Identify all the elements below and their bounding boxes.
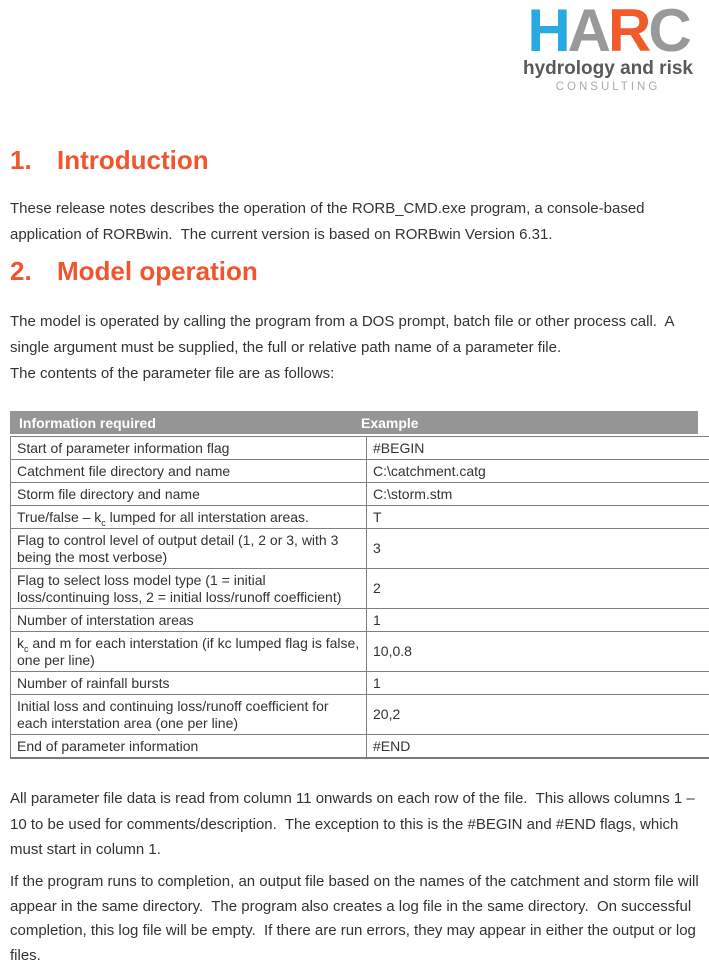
logo-letter-a: A [568,0,608,64]
logo-letter-h: H [527,0,567,64]
table-cell-example: 10,0.8 [367,632,709,672]
table-row [11,735,709,759]
table-cell-info: Flag to control level of output detail (1, 2 or 3, with 3 being the most verbose) [11,529,367,569]
table-cell-example: T [367,506,709,529]
section-1-heading [10,146,698,174]
logo-letter-c: C [648,0,688,64]
table-row [11,529,709,569]
table-cell-example: C:\storm.stm [367,483,709,506]
table-cell-info: Number of rainfall bursts [11,672,367,695]
table-row [11,695,709,735]
table-cell-example: 2 [367,569,709,609]
contents-lead-in-paragraph: The contents of the parameter file are as follows: [10,361,700,387]
table-cell-example: #END [367,735,709,759]
table-cell-info: Storm file directory and name [11,483,367,506]
model-operation-paragraph: The model is operated by calling the program from a DOS prompt, batch file or other process call. A single argument must be supplied, the full or relative path name of a parameter file. [10,309,700,360]
table-cell-example: 3 [367,529,709,569]
table-row [11,483,709,506]
table-cell-example: 20,2 [367,695,709,735]
logo-letter-r: R [608,0,648,64]
table-row [11,460,709,483]
table-cell-info: Catchment file directory and name [11,460,367,483]
section-1-number: 1. [10,146,57,174]
column-rules-paragraph: All parameter file data is read from column 11 onwards on each row of the file. This allows columns 1 – 10 to be used for comments/description. The exception to this is the #BEGIN and #END flags, which must start in column 1. [10,786,700,863]
table-cell-example: 1 [367,672,709,695]
harc-logo [514,4,702,94]
table-header-row [10,411,698,434]
table-row [11,506,709,529]
table-cell-info: Initial loss and continuing loss/runoff coefficient for each interstation area (one per line) [11,695,367,735]
parameter-file-table [10,436,709,759]
section-2-heading [10,257,698,285]
section-2-number: 2. [10,257,57,285]
table-cell-info: End of parameter information [11,735,367,759]
table-cell-info: $k_c$ and m for each interstation (if kc lumped flag is false, one per line) [11,632,367,672]
table-cell-example: #BEGIN [367,437,709,460]
section-1-title: Introduction [57,146,209,174]
table-row [11,609,709,632]
table-cell-info: Number of interstation areas [11,609,367,632]
table-header-information-required: Information required [10,415,353,431]
table-cell-info: True/false – $k_c$ lumped for all interstation areas. [11,506,367,529]
section-2-title: Model operation [57,257,258,285]
table-row [11,569,709,609]
table-row [11,632,709,672]
output-files-paragraph: If the program runs to completion, an output file based on the names of the catchment and storm file will appear in the same directory. The program also creates a log file in the same directory. On successful completion, this log file will be empty. If there are run errors, they may appear in either the output or log files. [10,870,700,968]
table-row [11,672,709,695]
table-row [11,437,709,460]
harc-logo-letters [514,4,702,58]
logo-subtagline: CONSULTING [514,81,702,94]
table-cell-info: Flag to select loss model type (1 = initial loss/continuing loss, 2 = initial loss/runoff coefficient) [11,569,367,609]
table-cell-example: C:\catchment.catg [367,460,709,483]
logo-tagline: hydrology and risk [514,59,702,79]
intro-paragraph: These release notes describes the operation of the RORB_CMD.exe program, a console-based application of RORBwin. The current version is based on RORBwin Version 6.31. [10,196,700,247]
table-header-example: Example [353,415,698,431]
table-cell-info: Start of parameter information flag [11,437,367,460]
table-cell-example: 1 [367,609,709,632]
